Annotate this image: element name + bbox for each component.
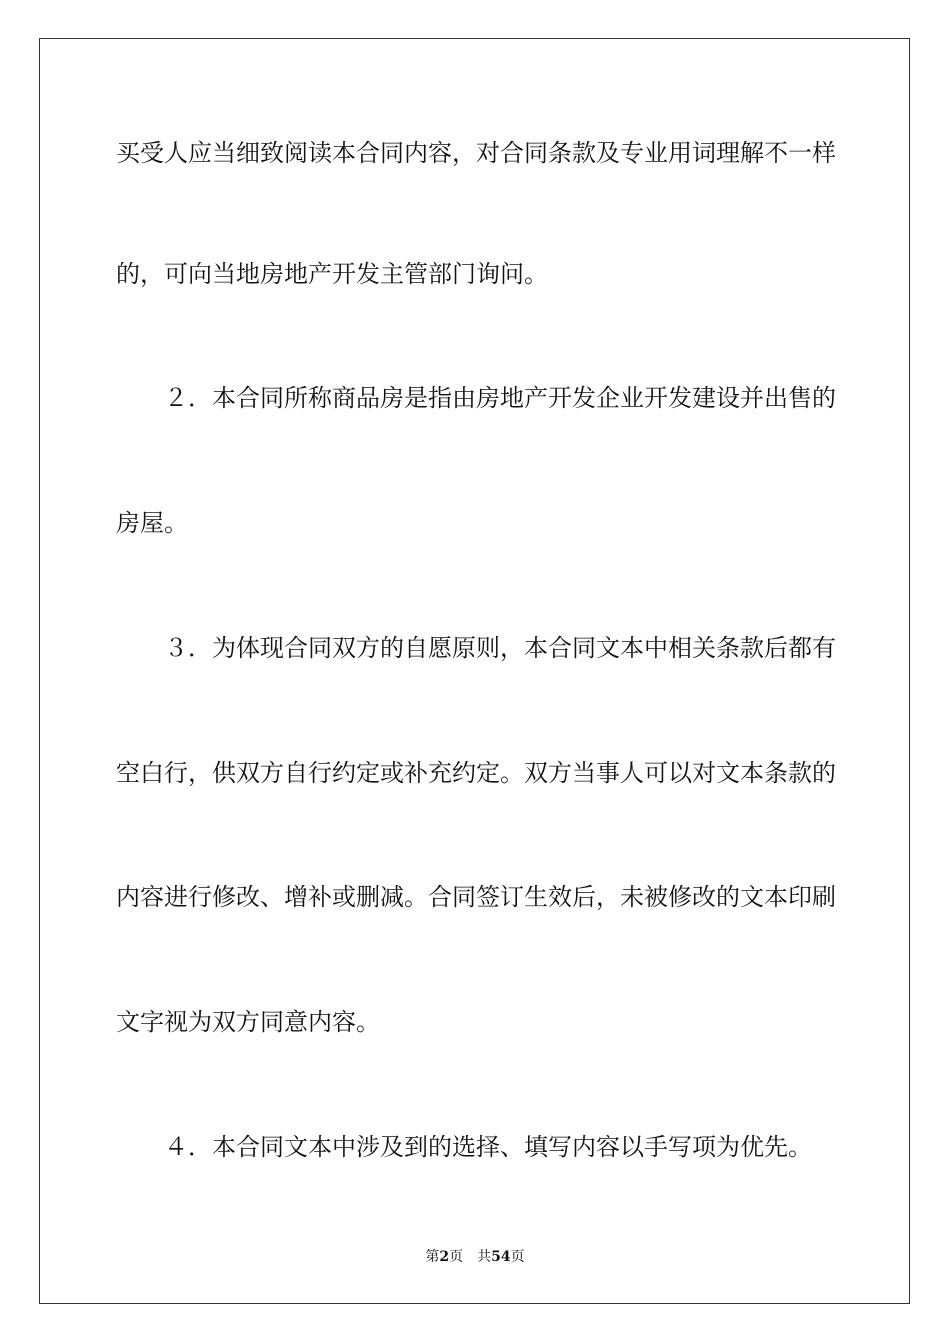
footer-page-prefix: 第 <box>425 1249 440 1265</box>
page-border <box>39 38 910 1304</box>
footer-total-pages: 54 <box>491 1249 511 1265</box>
footer-page-suffix: 页 <box>449 1249 464 1265</box>
body-line-9: ４．本合同文本中涉及到的选择、填写内容以手写项为优先。 <box>116 1133 812 1161</box>
page-footer <box>0 1248 950 1266</box>
footer-total-suffix: 页 <box>510 1249 525 1265</box>
body-line-6: 空白行，供双方自行约定或补充约定。双方当事人可以对文本条款的 <box>116 759 836 787</box>
body-line-7: 内容进行修改、增补或删减。合同签订生效后，未被修改的文本印刷 <box>116 883 836 911</box>
body-line-3: ２．本合同所称商品房是指由房地产开发企业开发建设并出售的 <box>116 384 836 412</box>
footer-total-prefix: 共 <box>477 1249 492 1265</box>
body-line-1: 买受人应当细致阅读本合同内容，对合同条款及专业用词理解不一样 <box>116 139 836 167</box>
body-line-4: 房屋。 <box>116 509 188 537</box>
footer-page-number: 2 <box>439 1249 450 1265</box>
body-line-8: 文字视为双方同意内容。 <box>116 1008 380 1036</box>
body-line-2: 的，可向当地房地产开发主管部门询问。 <box>116 260 548 288</box>
body-line-5: ３．为体现合同双方的自愿原则，本合同文本中相关条款后都有 <box>116 634 836 662</box>
